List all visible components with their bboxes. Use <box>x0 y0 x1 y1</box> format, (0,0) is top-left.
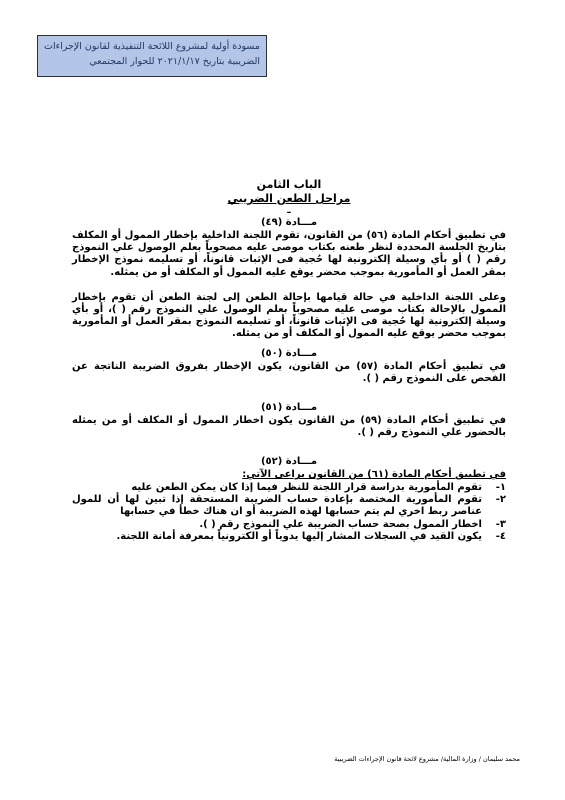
article-52-intro: في تطبيق أحكام المادة (٦١) من القانون يراعى الآتي: <box>242 469 506 481</box>
list-item <box>72 519 506 531</box>
draft-note-line-1: مسودة أولية لمشروع اللائحة التنفيذية لقانون الإجراءات <box>44 41 260 52</box>
article-52-list <box>72 482 506 543</box>
article-52-title: مـــادة (٥٢) <box>260 456 318 468</box>
list-item-number: ٢- <box>495 494 506 506</box>
draft-note-box <box>37 35 267 77</box>
list-item-number: ٣- <box>495 518 506 530</box>
list-item-text: تقوم المأمورية المختصة بإعادة حساب الضريبة المستحقة إذا تبين لها أن للمول عناصر ربط اخري لم يتم حسابها لهذه الضريبة أو ان هناك خطأ في حسابها <box>72 494 482 518</box>
draft-note-line-2: الضريبية بتاريخ ٢٠٢١/١/١٧ للحوار المجتمعي <box>89 56 260 67</box>
article-50-paragraph: في تطبيق أحكام المادة (٥٧) من القانون، يكون الإخطار بفروق الضريبة الناتجة عن الفحص على النموذج رقم ( ). <box>72 360 507 384</box>
article-49-title: مـــادة (٤٩) <box>260 217 318 228</box>
article-51-title: مـــادة (٥١) <box>260 402 318 414</box>
article-51-paragraph: في تطبيق أحكام المادة (٥٩) من القانون يكون اخطار الممول أو المكلف أو من يمثله بالحضور علي النموذج رقم ( ). <box>72 415 507 439</box>
list-item-number: ٤- <box>495 530 506 542</box>
chapter-title: الباب الثامن <box>256 178 322 191</box>
chapter-subtitle: مراحل الطعن الضريبي <box>227 192 351 205</box>
list-item-text: تقوم المأمورية بدراسة قرار اللجنة للنظر فيما إذا كان يمكن الطعن عليه <box>131 481 482 493</box>
article-49-paragraph-2: وعلى اللجنة الداخلية في حالة قيامها بإحالة الطعن إلى لجنة الطعن أن تقوم بإخطار الممول بالإحالة بكتاب موصى عليه مصحوباً بعلم الوصول علي النموذج رقم ( )، أو بأي وسيلة إلكترونية لها حُجية فى الإثبات قانوناً، أو تسليمه النموذج بمقر العمل أو المأمورية بموجب محضر يوقع عليه الممول أو المكلف أو من يمثله. <box>72 291 506 340</box>
list-item-number: ١- <box>495 481 506 493</box>
document-body <box>72 178 506 543</box>
list-item <box>72 482 506 494</box>
list-item <box>72 494 506 518</box>
list-item-text: يكون القيد في السجلات المشار إليها يدوياً أو الكترونياً بمعرفة أمانة اللجنة. <box>116 530 482 542</box>
chapter-separator: ـ <box>287 205 291 216</box>
page-footer: محمد سليمان / وزارة المالية/ مشروع لائحة قانون الإجراءات الضريبية <box>334 755 520 763</box>
list-item <box>72 531 506 543</box>
list-item-text: اخطار الممول بصحة حساب الضريبة علي النموذج رقم ( ). <box>199 518 482 530</box>
article-49-paragraph-1: في تطبيق أحكام المادة (٥٦) من القانون، تقوم اللجنة الداخلية بإخطار الممول أو المكلف بتاريخ الجلسة المحددة لنظر طعنه بكتاب موصى عليه مصحوباً بعلم الوصول علي النموذج رقم ( ) أو بأي وسيلة إلكترونية لها حُجية فى الإثبات قانوناً، أو تسليمه نموذج الإخطار بمقر العمل أو المأمورية بموجب محضر يوقع عليه الممول أو المكلف أو من يمثله. <box>72 230 507 278</box>
article-50-title: مـــادة (٥٠) <box>260 347 318 359</box>
